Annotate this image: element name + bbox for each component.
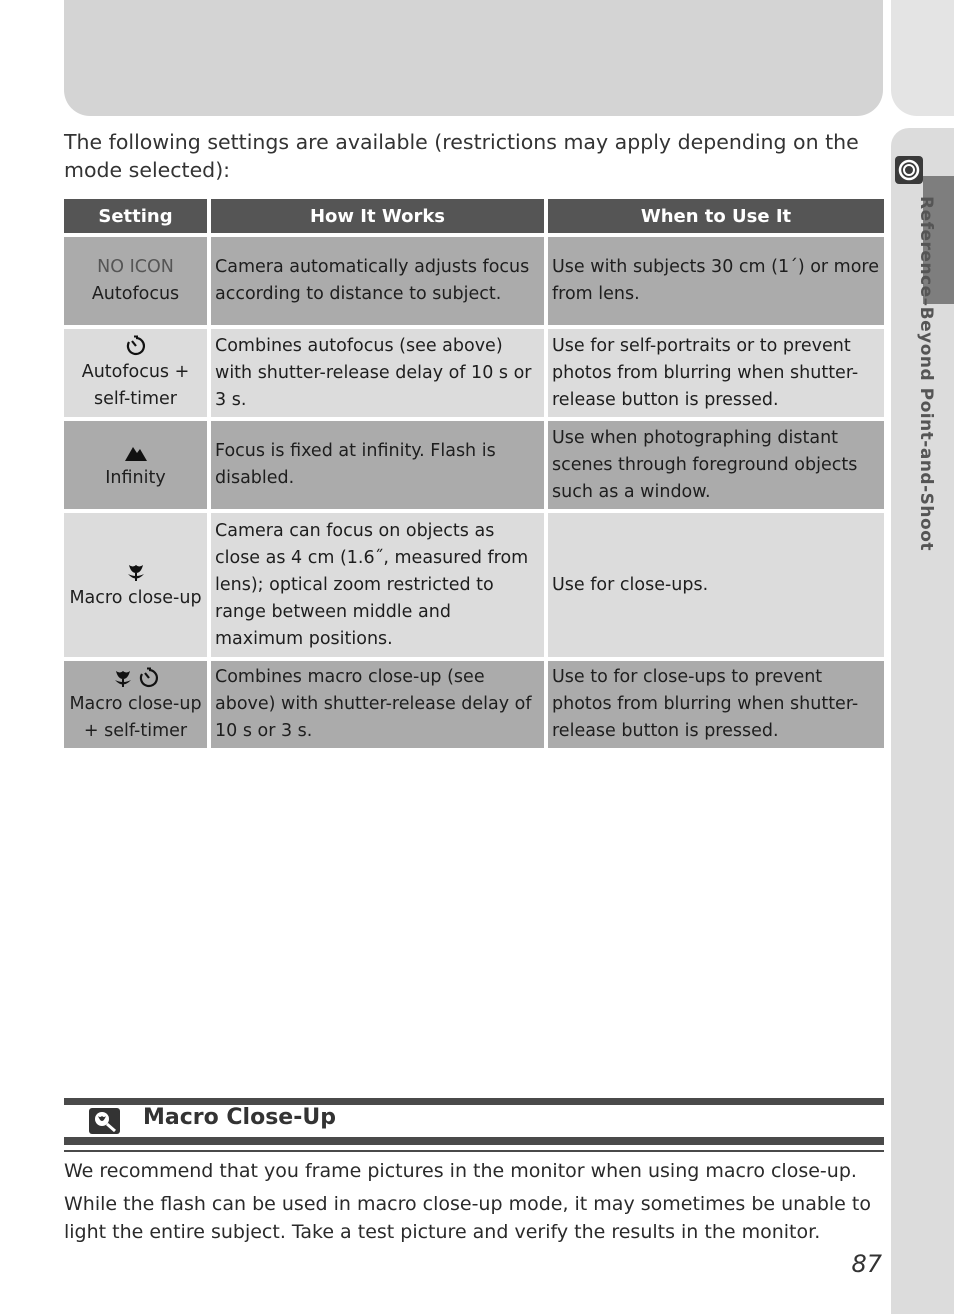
no-icon-label: NO ICON bbox=[97, 257, 174, 277]
setting-name: Macro close-up bbox=[69, 587, 202, 608]
setting-name: Autofocus bbox=[91, 284, 180, 304]
header-when-to-use: When to Use It bbox=[548, 199, 884, 237]
when-cell: Use for self-portraits or to prevent photos from blurring when shutter-release button is pressed. bbox=[548, 329, 884, 421]
header-setting: Setting bbox=[64, 199, 207, 237]
table-row bbox=[64, 513, 884, 661]
how-cell: Combines autofocus (see above) with shutter-release delay of 10 s or 3 s. bbox=[211, 329, 544, 421]
table-row bbox=[64, 329, 884, 421]
side-tab-label: Reference–Beyond Point-and-Shoot bbox=[916, 196, 936, 551]
table-row bbox=[64, 237, 884, 329]
note-paragraph: We recommend that you frame pictures in the monitor when using macro close-up. bbox=[64, 1160, 857, 1182]
self-timer-icon bbox=[125, 335, 147, 357]
setting-name: Macro close-up + self-timer bbox=[69, 693, 202, 741]
magnifier-flower-icon bbox=[89, 1108, 120, 1134]
section-rule-thin bbox=[64, 1150, 884, 1152]
when-cell: Use for close-ups. bbox=[548, 513, 884, 661]
corner-panel bbox=[891, 0, 954, 116]
table-row bbox=[64, 421, 884, 513]
how-cell: Focus is fixed at infinity. Flash is disabled. bbox=[211, 421, 544, 513]
table-row bbox=[64, 661, 884, 752]
macro-flower-icon bbox=[125, 561, 147, 583]
page-number: 87 bbox=[851, 1250, 882, 1278]
setting-cell bbox=[64, 661, 207, 752]
intro-text: The following settings are available (restrictions may apply depending on the mode selected): bbox=[64, 130, 859, 182]
setting-cell bbox=[64, 237, 207, 329]
how-cell: Camera can focus on objects as close as 4 cm (1.6˝, measured from lens); optical zoom restricted to range between middle and maximum positions. bbox=[211, 513, 544, 661]
how-cell: Combines macro close-up (see above) with shutter-release delay of 10 s or 3 s. bbox=[211, 661, 544, 752]
when-cell: Use when photographing distant scenes through foreground objects such as a window. bbox=[548, 421, 884, 513]
setting-cell bbox=[64, 421, 207, 513]
section-rule-top bbox=[64, 1098, 884, 1105]
when-cell: Use to for close-ups to prevent photos from blurring when shutter-release button is pressed. bbox=[548, 661, 884, 752]
header-how-it-works: How It Works bbox=[211, 199, 544, 237]
focus-settings-table bbox=[60, 199, 888, 752]
mountain-infinity-icon bbox=[124, 442, 148, 462]
self-timer-icon bbox=[138, 667, 160, 689]
macro-flower-icon bbox=[112, 667, 134, 689]
how-cell: Camera automatically adjusts focus according to distance to subject. bbox=[211, 237, 544, 329]
header-panel bbox=[64, 0, 883, 116]
setting-name: Autofocus + self-timer bbox=[81, 362, 190, 409]
note-paragraph: While the flash can be used in macro close-up mode, it may sometimes be unable to light the entire subject. Take a test picture and verify the results in the monitor. bbox=[64, 1193, 871, 1243]
setting-cell bbox=[64, 329, 207, 421]
camera-mode-icon bbox=[895, 156, 923, 184]
section-rule-bottom bbox=[64, 1137, 884, 1145]
when-cell: Use with subjects 30 cm (1´) or more from lens. bbox=[548, 237, 884, 329]
section-title: Macro Close-Up bbox=[143, 1105, 336, 1130]
setting-cell bbox=[64, 513, 207, 661]
setting-name: Infinity bbox=[105, 467, 166, 488]
